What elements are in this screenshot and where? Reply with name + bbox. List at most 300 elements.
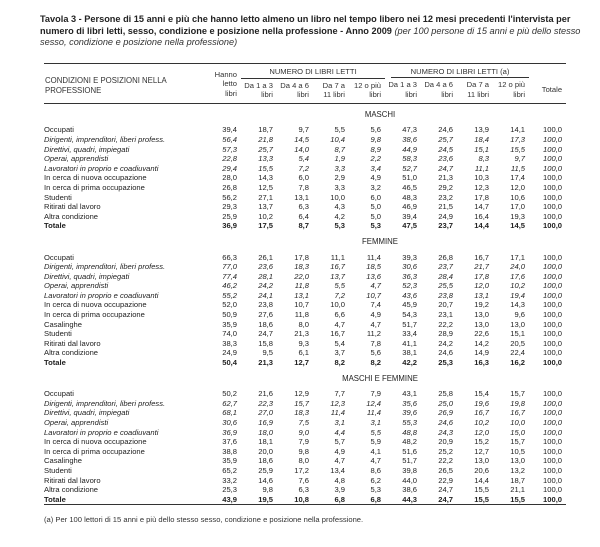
cell-value: 18,3 <box>294 408 309 418</box>
cell-value: 5,4 <box>298 154 309 164</box>
cell-value: 22,2 <box>438 319 454 329</box>
cell-value: 22,3 <box>258 398 273 408</box>
cell-value: 8,0 <box>298 319 309 329</box>
cell-value: 23,6 <box>438 154 454 164</box>
cell-value: 15,5 <box>258 163 273 173</box>
section-header <box>44 231 566 253</box>
cell-value: 24,7 <box>258 329 273 339</box>
row-label: Studenti <box>44 329 72 339</box>
row-label: Lavoratori in proprio e coadiuvanti <box>44 163 159 173</box>
cell-value: 20,7 <box>438 300 454 310</box>
table-row <box>44 389 566 399</box>
cell-value: 14,7 <box>474 202 490 212</box>
cell-value: 28,4 <box>438 271 454 281</box>
table-row <box>44 300 566 310</box>
cell-value: 22,6 <box>474 329 490 339</box>
cell-value: 13,0 <box>474 456 490 466</box>
cell-value: 3,1 <box>370 418 382 427</box>
cell-value: 15,1 <box>510 329 526 339</box>
cell-value: 9,5 <box>262 348 273 358</box>
table-row <box>44 272 566 282</box>
cell-value: 36,3 <box>402 271 418 281</box>
total-row <box>44 495 566 505</box>
cell-value: 100,0 <box>543 144 563 154</box>
table-row <box>44 154 566 164</box>
cell-value: 23,7 <box>438 221 454 231</box>
table-row <box>44 281 566 291</box>
cell-value: 51,0 <box>402 173 418 183</box>
row-label: Lavoratori in proprio e coadiuvanti <box>44 290 159 300</box>
cell-value: 19,6 <box>474 398 490 408</box>
row-label: Studenti <box>44 192 72 202</box>
cell-value: 13,0 <box>510 456 526 466</box>
cell-value: 5,0 <box>370 211 382 221</box>
cell-value: 11,4 <box>330 408 345 418</box>
cell-value: 100,0 <box>543 338 563 348</box>
cell-value: 18,3 <box>294 262 309 272</box>
cell-value: 77,4 <box>222 271 237 281</box>
cell-value: 52,3 <box>402 281 418 291</box>
cell-value: 13,7 <box>330 271 345 281</box>
row-label: Dirigenti, imprenditori, liberi profess. <box>44 262 166 272</box>
table-row <box>44 476 566 486</box>
cell-value: 17,0 <box>510 202 526 212</box>
row-label: Ritirati dal lavoro <box>44 202 101 212</box>
cell-value: 8,2 <box>370 358 382 368</box>
cell-value: 4,2 <box>334 211 345 221</box>
row-label: Direttivi, quadri, impiegati <box>44 271 130 281</box>
cell-value: 19,2 <box>474 300 490 310</box>
cell-value: 48,8 <box>402 427 418 437</box>
cell-value: 26,8 <box>222 182 237 192</box>
cell-value: 13,7 <box>258 202 273 212</box>
cell-value: 44,0 <box>402 475 418 485</box>
cell-value: 13,1 <box>294 192 309 202</box>
cell-value: 22,4 <box>510 348 526 358</box>
row-label: Studenti <box>44 465 72 475</box>
cell-value: 23,6 <box>258 262 273 272</box>
cell-value: 10,4 <box>330 134 345 144</box>
table-row <box>44 262 566 272</box>
cell-value: 3,3 <box>334 182 345 192</box>
cell-value: 100,0 <box>543 456 563 466</box>
cell-value: 100,0 <box>529 495 566 505</box>
row-label: Occupati <box>44 125 74 135</box>
col-header-books-pct-2: Da 4 a 6 libri <box>424 80 454 99</box>
cell-value: 15,0 <box>510 427 526 437</box>
table-title <box>40 14 590 49</box>
cell-value: 9,7 <box>298 125 309 135</box>
row-label: In cerca di prima occupazione <box>44 310 145 320</box>
cell-value: 18,4 <box>474 134 490 144</box>
cell-value: 77,0 <box>222 262 237 272</box>
cell-value: 14,9 <box>474 348 490 358</box>
cell-value: 24,7 <box>438 163 454 173</box>
cell-value: 46,9 <box>402 202 418 212</box>
cell-value: 20,6 <box>474 465 490 475</box>
table-row <box>44 408 566 418</box>
cell-value: 30,6 <box>402 262 418 272</box>
cell-value: 15,1 <box>474 144 490 154</box>
cell-value: 21,3 <box>294 329 309 339</box>
table-row <box>44 348 566 358</box>
cell-value: 14,0 <box>294 144 309 154</box>
cell-value: 62,7 <box>222 398 237 408</box>
cell-value: 65,2 <box>222 465 237 475</box>
row-label: In cerca di nuova occupazione <box>44 300 147 310</box>
title-main: Persone di 15 anni e più che hanno letto almeno un libro nel tempo libero nei 12 mesi precedenti l'intervista per numero di libri letti, sesso, condizione e posizione nella professione - Anno 2009 <box>40 14 571 36</box>
cell-value: 24,2 <box>258 281 273 291</box>
table-row <box>44 310 566 320</box>
section-title: MASCHI E FEMMINE <box>342 373 418 383</box>
cell-value: 4,9 <box>370 310 382 320</box>
cell-value: 16,7 <box>474 252 490 262</box>
table-row <box>44 399 566 409</box>
cell-value: 12,3 <box>330 398 345 408</box>
row-label: Altra condizione <box>44 485 99 495</box>
cell-value: 18,7 <box>258 125 273 135</box>
cell-value: 6,8 <box>349 495 385 505</box>
cell-value: 14,1 <box>510 125 526 135</box>
table-row <box>44 485 566 495</box>
cell-value: 14,5 <box>510 221 526 231</box>
cell-value: 45,9 <box>402 300 418 310</box>
cell-value: 24,7 <box>438 485 454 495</box>
cell-value: 46,5 <box>402 182 418 192</box>
cell-value: 13,9 <box>474 125 490 135</box>
cell-value: 24,1 <box>258 290 273 300</box>
cell-value: 7,8 <box>370 338 382 348</box>
row-label: Dirigenti, imprenditori, liberi profess. <box>44 398 166 408</box>
cell-value: 66,3 <box>222 252 237 262</box>
cell-value: 22,0 <box>294 271 309 281</box>
cell-value: 13,0 <box>510 319 526 329</box>
cell-value: 51,6 <box>402 446 418 456</box>
cell-value: 50,9 <box>222 310 237 320</box>
cell-value: 100,0 <box>543 465 563 475</box>
cell-value: 8,9 <box>370 144 382 154</box>
cell-value: 10,6 <box>510 192 526 202</box>
cell-value: 24,3 <box>438 427 454 437</box>
title-lead: Tavola 3 - <box>40 14 82 24</box>
cell-value: 5,4 <box>334 338 345 348</box>
cell-value: 18,7 <box>510 475 526 485</box>
cell-value: 12,7 <box>294 358 309 368</box>
cell-value: 100,0 <box>543 446 563 456</box>
section-header <box>44 368 566 390</box>
cell-value: 8,0 <box>298 456 309 466</box>
cell-value: 12,9 <box>294 389 309 399</box>
table-row <box>44 329 566 339</box>
cell-value: 51,7 <box>402 456 418 466</box>
cell-value: 8,3 <box>478 154 490 164</box>
cell-value: 42,2 <box>402 358 418 368</box>
row-label: In cerca di nuova occupazione <box>44 173 147 183</box>
row-label: Altra condizione <box>44 348 99 358</box>
cell-value: 28,9 <box>438 329 454 339</box>
cell-value: 7,2 <box>334 290 345 300</box>
cell-value: 100,0 <box>543 271 563 281</box>
table-row <box>44 320 566 330</box>
cell-value: 7,7 <box>334 389 345 399</box>
cell-value: 6,6 <box>334 310 345 320</box>
table-row <box>44 145 566 155</box>
cell-value: 16,7 <box>474 408 490 418</box>
cell-value: 5,5 <box>370 427 382 437</box>
cell-value: 48,2 <box>402 437 418 447</box>
cell-value: 2,9 <box>334 173 345 183</box>
cell-value: 37,6 <box>222 437 237 447</box>
col-header-books-2: Da 4 a 6 libri <box>280 80 309 100</box>
cell-value: 5,5 <box>334 281 345 291</box>
cell-value: 10,0 <box>510 418 526 427</box>
cell-value: 15,8 <box>258 338 273 348</box>
table-row <box>44 418 566 428</box>
cell-value: 10,7 <box>366 290 382 300</box>
cell-value: 54,3 <box>402 310 418 320</box>
total-row <box>44 358 566 368</box>
cell-value: 9,8 <box>298 446 309 456</box>
cell-value: 100,0 <box>543 475 563 485</box>
table-row <box>44 193 566 203</box>
cell-value: 10,0 <box>330 192 345 202</box>
cell-value: 11,8 <box>294 281 309 291</box>
cell-value: 5,5 <box>334 125 345 135</box>
cell-value: 41,1 <box>402 338 418 348</box>
cell-value: 11,4 <box>366 252 382 262</box>
cell-value: 5,3 <box>334 221 345 231</box>
cell-value: 4,1 <box>370 446 382 456</box>
cell-value: 5,6 <box>370 348 382 358</box>
row-label: Casalinghe <box>44 319 82 329</box>
cell-value: 39,3 <box>402 252 418 262</box>
cell-value: 8,7 <box>334 144 345 154</box>
cell-value: 100,0 <box>543 202 563 212</box>
cell-value: 43,1 <box>402 389 418 399</box>
col-header-totale: Totale <box>541 85 563 95</box>
cell-value: 100,0 <box>543 211 563 221</box>
cell-value: 14,6 <box>258 475 273 485</box>
cell-value: 29,3 <box>222 202 237 212</box>
cell-value: 100,0 <box>543 134 563 144</box>
cell-value: 39,4 <box>402 211 418 221</box>
row-label: Direttivi, quadri, impiegati <box>44 408 130 418</box>
cell-value: 20,0 <box>258 446 273 456</box>
cell-value: 55,2 <box>222 290 237 300</box>
cell-value: 29,2 <box>438 182 454 192</box>
cell-value: 4,7 <box>370 456 382 466</box>
cell-value: 13,4 <box>330 465 345 475</box>
cell-value: 13,0 <box>474 319 490 329</box>
cell-value: 38,6 <box>402 485 418 495</box>
cell-value: 25,9 <box>222 211 237 221</box>
cell-value: 10,7 <box>294 300 309 310</box>
cell-value: 8,6 <box>370 465 382 475</box>
cell-value: 3,1 <box>334 418 345 427</box>
cell-value: 18,6 <box>258 319 273 329</box>
cell-value: 68,1 <box>222 408 237 418</box>
table-row <box>44 466 566 476</box>
table-body <box>44 103 566 505</box>
cell-value: 3,2 <box>370 182 382 192</box>
cell-value: 35,6 <box>402 398 418 408</box>
cell-value: 17,5 <box>258 221 273 231</box>
cell-value: 10,2 <box>474 418 490 427</box>
cell-value: 25,9 <box>258 465 273 475</box>
cell-value: 10,2 <box>510 281 526 291</box>
row-label: Operai, apprendisti <box>44 154 109 164</box>
cell-value: 4,7 <box>370 281 382 291</box>
cell-value: 39,8 <box>402 465 418 475</box>
section-title: MASCHI <box>364 109 396 119</box>
section-header <box>44 103 566 125</box>
cell-value: 19,5 <box>241 495 277 505</box>
cell-value: 15,7 <box>510 389 526 399</box>
cell-value: 30,6 <box>222 418 237 427</box>
col-header-books-pct-1: Da 1 a 3 libri <box>388 80 418 99</box>
cell-value: 74,0 <box>222 329 237 339</box>
cell-value: 15,2 <box>474 437 490 447</box>
cell-value: 52,7 <box>402 163 418 173</box>
cell-value: 100,0 <box>543 418 563 427</box>
cell-value: 12,3 <box>474 182 490 192</box>
cell-value: 28,0 <box>222 173 237 183</box>
cell-value: 26,5 <box>438 465 454 475</box>
cell-value: 100,0 <box>543 437 563 447</box>
cell-value: 17,4 <box>510 173 526 183</box>
cell-value: 3,9 <box>334 485 345 495</box>
cell-value: 25,0 <box>438 398 454 408</box>
cell-value: 7,2 <box>298 163 309 173</box>
section-title: FEMMINE <box>362 236 398 246</box>
cell-value: 14,5 <box>294 134 309 144</box>
cell-value: 100,0 <box>543 398 563 408</box>
cell-value: 27,1 <box>258 192 273 202</box>
cell-value: 20,9 <box>438 437 454 447</box>
cell-value: 50,2 <box>222 389 237 399</box>
cell-value: 25,5 <box>438 281 454 291</box>
cell-value: 13,0 <box>474 310 490 320</box>
cell-value: 24,0 <box>510 262 526 272</box>
row-label: Direttivi, quadri, impiegati <box>44 144 130 154</box>
cell-value: 6,4 <box>298 211 309 221</box>
cell-value: 100,0 <box>543 358 563 368</box>
cell-value: 16,4 <box>474 211 490 221</box>
cell-value: 13,3 <box>258 154 273 164</box>
col-header-books-4: 12 o più libri <box>354 80 382 100</box>
cell-value: 8,2 <box>334 358 345 368</box>
cell-value: 7,9 <box>298 437 309 447</box>
cell-value: 6,8 <box>313 495 349 505</box>
cell-value: 35,9 <box>222 456 237 466</box>
cell-value: 25,3 <box>438 358 454 368</box>
cell-value: 18,5 <box>366 262 382 272</box>
cell-value: 23,1 <box>438 310 454 320</box>
cell-value: 100,0 <box>543 252 563 262</box>
cell-value: 15,5 <box>457 495 493 505</box>
cell-value: 17,8 <box>474 271 490 281</box>
cell-value: 100,0 <box>543 300 563 310</box>
row-label: Dirigenti, imprenditori, liberi profess. <box>44 134 166 144</box>
cell-value: 17,2 <box>294 465 309 475</box>
cell-value: 4,7 <box>370 319 382 329</box>
col-header-books-3: Da 7 a 11 libri <box>322 80 345 100</box>
cell-value: 14,2 <box>474 338 490 348</box>
cell-value: 100,0 <box>543 329 563 339</box>
cell-value: 2,2 <box>370 154 382 164</box>
cell-value: 100,0 <box>543 389 563 399</box>
cell-value: 6,0 <box>370 192 382 202</box>
row-label-header: CONDIZIONI E POSIZIONI NELLA PROFESSIONE <box>45 75 167 95</box>
cell-value: 28,1 <box>258 271 273 281</box>
cell-value: 19,3 <box>510 211 526 221</box>
cell-value: 9,8 <box>262 485 273 495</box>
cell-value: 11,5 <box>510 163 526 173</box>
cell-value: 58,3 <box>402 154 418 164</box>
cell-value: 12,4 <box>366 398 382 408</box>
cell-value: 100,0 <box>543 408 563 418</box>
cell-value: 12,0 <box>474 427 490 437</box>
cell-value: 38,8 <box>222 446 237 456</box>
cell-value: 100,0 <box>543 125 563 135</box>
cell-value: 10,5 <box>510 446 526 456</box>
cell-value: 12,0 <box>474 281 490 291</box>
cell-value: 44,9 <box>402 144 418 154</box>
cell-value: 1,9 <box>334 154 345 164</box>
cell-value: 26,1 <box>258 252 273 262</box>
cell-value: 100,0 <box>543 310 563 320</box>
data-table <box>44 63 566 505</box>
table-row <box>44 202 566 212</box>
cell-value: 13,1 <box>294 290 309 300</box>
cell-value: 47,5 <box>402 221 418 231</box>
cell-value: 3,3 <box>334 163 345 173</box>
cell-value: 7,6 <box>298 475 309 485</box>
cell-value: 55,3 <box>402 418 418 427</box>
cell-value: 13,6 <box>366 271 382 281</box>
table-row <box>44 428 566 438</box>
cell-value: 44,3 <box>385 495 421 505</box>
row-label: Totale <box>44 358 66 368</box>
row-label: Altra condizione <box>44 211 99 221</box>
cell-value: 9,7 <box>514 154 526 164</box>
cell-value: 100,0 <box>543 173 563 183</box>
cell-value: 27,0 <box>258 408 273 418</box>
cell-value: 38,3 <box>222 338 237 348</box>
table-row <box>44 339 566 349</box>
cell-value: 23,8 <box>258 300 273 310</box>
cell-value: 11,4 <box>366 408 382 418</box>
cell-value: 27,6 <box>258 310 273 320</box>
row-label: Operai, apprendisti <box>44 281 109 291</box>
cell-value: 16,9 <box>258 418 273 427</box>
table-row <box>44 253 566 263</box>
cell-value: 6,2 <box>370 475 382 485</box>
cell-value: 20,5 <box>510 338 526 348</box>
cell-value: 100,0 <box>543 154 563 164</box>
cell-value: 24,7 <box>421 495 457 505</box>
row-label: Operai, apprendisti <box>44 418 109 427</box>
table-row <box>44 125 566 135</box>
cell-value: 14,3 <box>510 300 526 310</box>
table-row <box>44 173 566 183</box>
cell-value: 39,4 <box>222 125 237 135</box>
cell-value: 5,9 <box>370 437 382 447</box>
cell-value: 21,8 <box>258 134 273 144</box>
cell-value: 24,6 <box>438 418 454 427</box>
cell-value: 12,5 <box>258 182 273 192</box>
table-row <box>44 437 566 447</box>
